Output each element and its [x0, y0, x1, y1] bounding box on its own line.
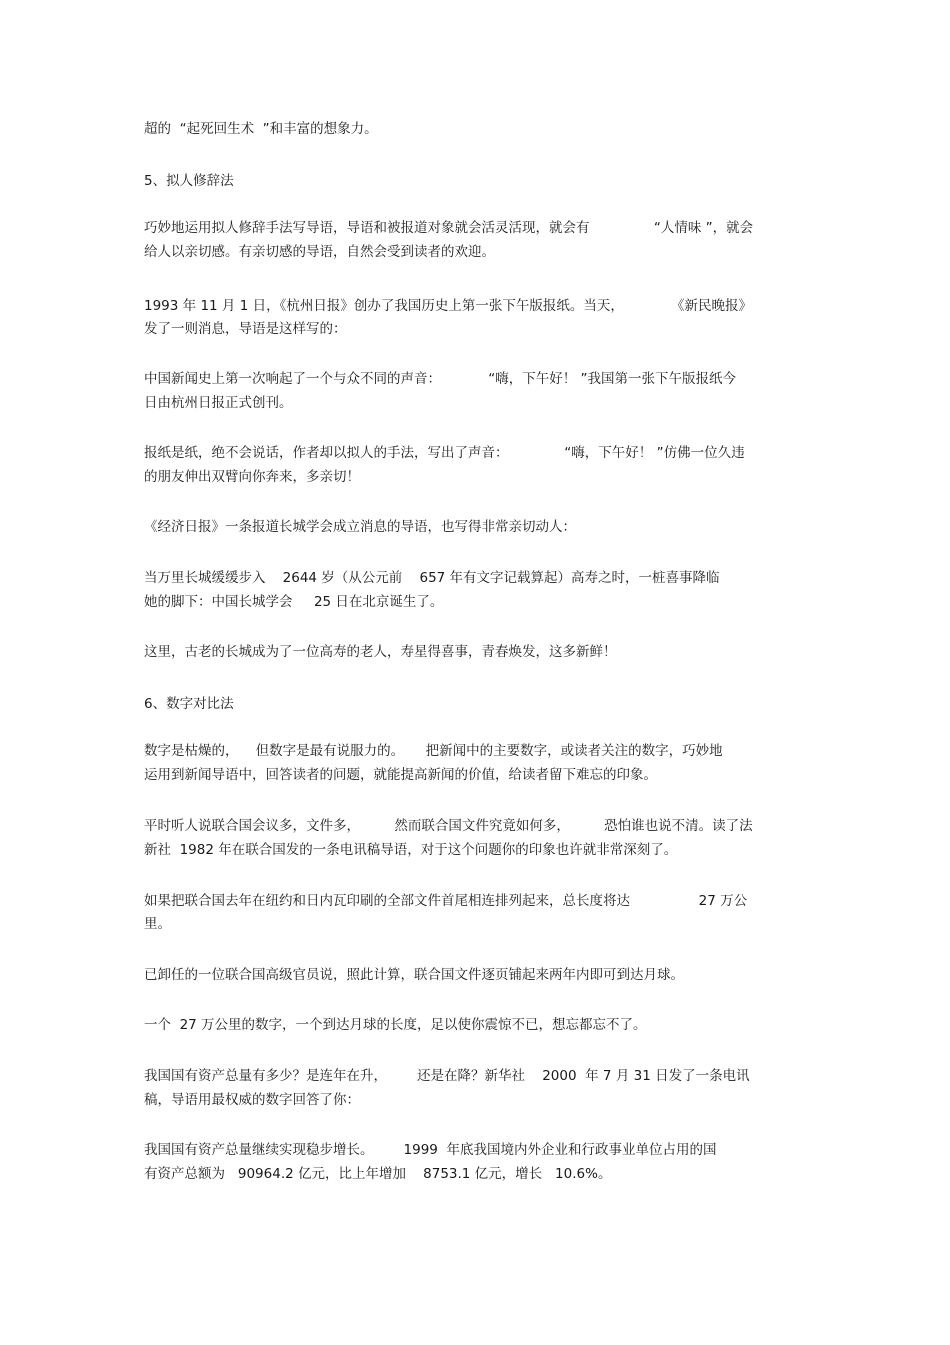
text-line: 当万里长城缓缓步入 2644 岁（从公元前 657 年有文字记载算起）高寿之时，一桩喜事降临	[144, 570, 720, 586]
text-line: 平时听人说联合国会议多，文件多， 然而联合国文件究竟如何多， 恐怕谁也说不清。读了法	[144, 818, 753, 834]
section-heading: 6、数字对比法	[144, 696, 234, 712]
text-line: 超的 “起死回生术 ”和丰富的想象力。	[144, 121, 378, 137]
text-line: 新社 1982 年在联合国发的一条电讯稿导语，对于这个问题你的印象也许就非常深刻了。	[144, 842, 678, 858]
text-line: 的朋友伸出双臂向你奔来，多亲切！	[144, 469, 360, 485]
text-line: 数字是枯燥的， 但数字是最有说服力的。 把新闻中的主要数字，或读者关注的数字，巧妙地	[144, 743, 723, 759]
text-line: 日由杭州日报正式创刊。	[144, 395, 293, 411]
text-line: 我国国有资产总量继续实现稳步增长。 1999 年底我国境内外企业和行政事业单位占用的国	[144, 1142, 717, 1158]
text-line: 里。	[144, 916, 171, 932]
text-line: 稿，导语用最权威的数字回答了你：	[144, 1092, 360, 1108]
text-line: 已卸任的一位联合国高级官员说，照此计算，联合国文件逐页铺起来两年内即可到达月球。	[144, 967, 684, 983]
text-line: 有资产总额为 90964.2 亿元，比上年增加 8753.1 亿元，增长 10.6%。	[144, 1166, 612, 1182]
text-line: 1993 年 11 月 1 日，《杭州日报》创办了我国历史上第一张下午版报纸。当天， 《新民晚报》	[144, 298, 753, 314]
text-line: 给人以亲切感。有亲切感的导语，自然会受到读者的欢迎。	[144, 244, 495, 260]
text-line: 这里，古老的长城成为了一位高寿的老人，寿星得喜事，青春焕发，这多新鲜！	[144, 644, 617, 660]
text-line: 中国新闻史上第一次响起了一个与众不同的声音： “嗨，下午好！ ”我国第一张下午版报纸今	[144, 371, 736, 387]
section-heading: 5、拟人修辞法	[144, 173, 234, 189]
text-line: 如果把联合国去年在纽约和日内瓦印刷的全部文件首尾相连排列起来，总长度将达 27 万公	[144, 893, 748, 909]
text-line: 发了一则消息，导语是这样写的：	[144, 321, 347, 337]
text-line: 《经济日报》一条报道长城学会成立消息的导语，也写得非常亲切动人：	[144, 519, 576, 535]
text-line: 运用到新闻导语中，回答读者的问题，就能提高新闻的价值，给读者留下难忘的印象。	[144, 767, 657, 783]
text-line: 她的脚下：中国长城学会 25 日在北京诞生了。	[144, 594, 444, 610]
text-line: 报纸是纸，绝不会说话，作者却以拟人的手法，写出了声音： “嗨，下午好！ ”仿佛一位久违	[144, 445, 745, 461]
text-line: 巧妙地运用拟人修辞手法写导语，导语和被报道对象就会活灵活现，就会有 “人情味 ”，就会	[144, 220, 754, 236]
text-line: 我国国有资产总量有多少？是连年在升， 还是在降？新华社 2000 年 7 月 31 日发了一条电讯	[144, 1068, 750, 1084]
text-line: 一个 27 万公里的数字，一个到达月球的长度，足以使你震惊不已，想忘都忘不了。	[144, 1017, 647, 1033]
